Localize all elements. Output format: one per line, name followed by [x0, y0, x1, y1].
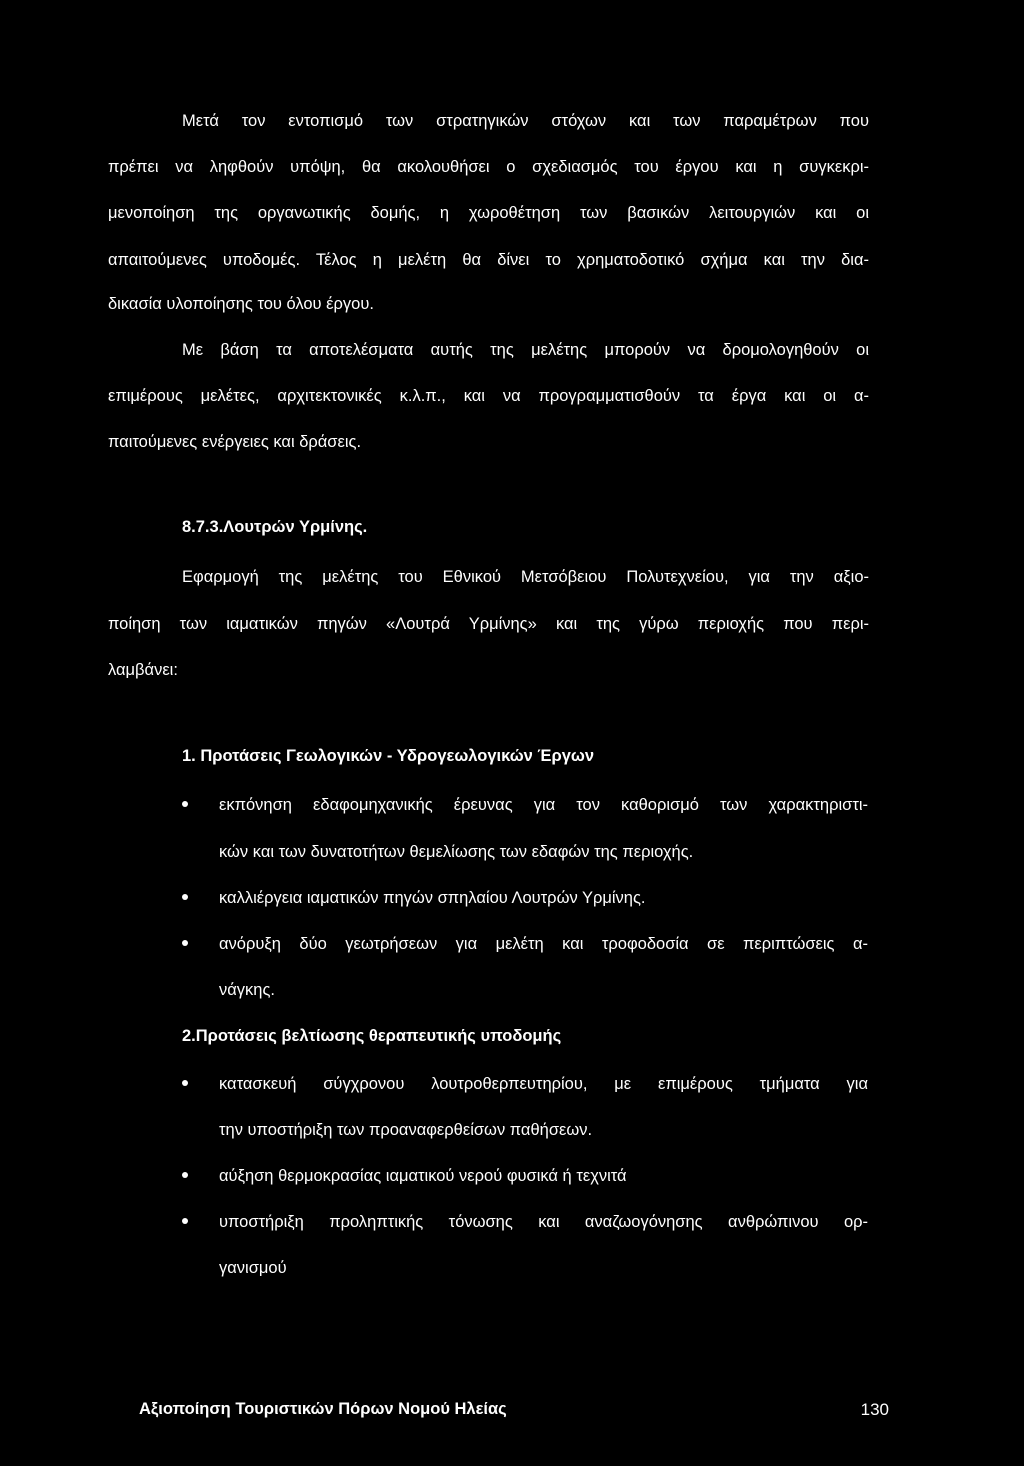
page-number: 130: [860, 1400, 889, 1419]
paragraph-line: παιτούμενες ενέργειες και δράσεις.: [108, 433, 362, 451]
bullet-text: γανισμού: [219, 1259, 287, 1277]
bullet-icon: [182, 1218, 188, 1224]
bullet-text: αύξηση θερμοκρασίας ιαματικού νερού φυσικά ή τεχνιτά: [219, 1167, 627, 1185]
bullet-icon: [182, 940, 188, 946]
intro-line: μενοποίηση της οργανωτικής δομής, η χωροθέτηση των βασικών λειτουργιών και οι: [108, 204, 869, 222]
bullet-icon: [182, 894, 188, 900]
bullet-text: ανόρυξη δύο γεωτρήσεων για μελέτη και τροφοδοσία σε περιπτώσεις α-: [219, 935, 868, 953]
bullet-text: νάγκης.: [219, 981, 276, 999]
footer-title: Αξιοποίηση Τουριστικών Πόρων Νομού Ηλείας: [139, 1400, 507, 1418]
bullet-icon: [182, 1172, 188, 1178]
paragraph-line: ποίηση των ιαματικών πηγών «Λουτρά Υρμίνης» και της γύρω περιοχής που περι-: [108, 615, 869, 633]
paragraph-line: Με βάση τα αποτελέσματα αυτής της μελέτης μπορούν να δρομολογηθούν οι: [182, 341, 869, 359]
bullet-text: εκπόνηση εδαφομηχανικής έρευνας για τον καθορισμό των χαρακτηριστι-: [219, 796, 868, 814]
paragraph-line: επιμέρους μελέτες, αρχιτεκτονικές κ.λ.π., και να προγραμματισθούν τα έργα και οι α-: [108, 387, 869, 405]
intro-line: Μετά τον εντοπισμό των στρατηγικών στόχων και των παραμέτρων που: [182, 112, 869, 130]
bullet-icon: [182, 1080, 188, 1086]
group1-heading: 1. Προτάσεις Γεωλογικών - Υδρογεωλογικών Έργων: [182, 747, 595, 765]
bullet-text: καλλιέργεια ιαματικών πηγών σπηλαίου Λουτρών Υρμίνης.: [219, 889, 646, 907]
bullet-text: κατασκευή σύγχρονου λουτροθερπευτηρίου, με επιμέρους τμήματα για: [219, 1075, 868, 1093]
bullet-text: υποστήριξη προληπτικής τόνωσης και αναζωογόνησης ανθρώπινου ορ-: [219, 1213, 868, 1231]
group2-heading: 2.Προτάσεις βελτίωσης θεραπευτικής υποδομής: [182, 1027, 562, 1045]
section-heading: 8.7.3.Λουτρών Υρμίνης.: [182, 518, 368, 536]
intro-line: απαιτούμενες υποδομές. Τέλος η μελέτη θα δίνει το χρηματοδοτικό σχήμα και την δια-: [108, 251, 869, 269]
bullet-icon: [182, 801, 188, 807]
intro-line: δικασία υλοποίησης του όλου έργου.: [108, 295, 374, 313]
bullet-text: κών και των δυνατοτήτων θεμελίωσης των εδαφών της περιοχής.: [219, 843, 694, 861]
paragraph-line: Εφαρμογή της μελέτης του Εθνικού Μετσόβειου Πολυτεχνείου, για την αξιο-: [182, 568, 869, 586]
paragraph-line: λαμβάνει:: [108, 661, 178, 679]
intro-line: πρέπει να ληφθούν υπόψη, θα ακολουθήσει ο σχεδιασμός του έργου και η συγκεκρι-: [108, 158, 869, 176]
bullet-text: την υποστήριξη των προαναφερθείσων παθήσεων.: [219, 1121, 593, 1139]
